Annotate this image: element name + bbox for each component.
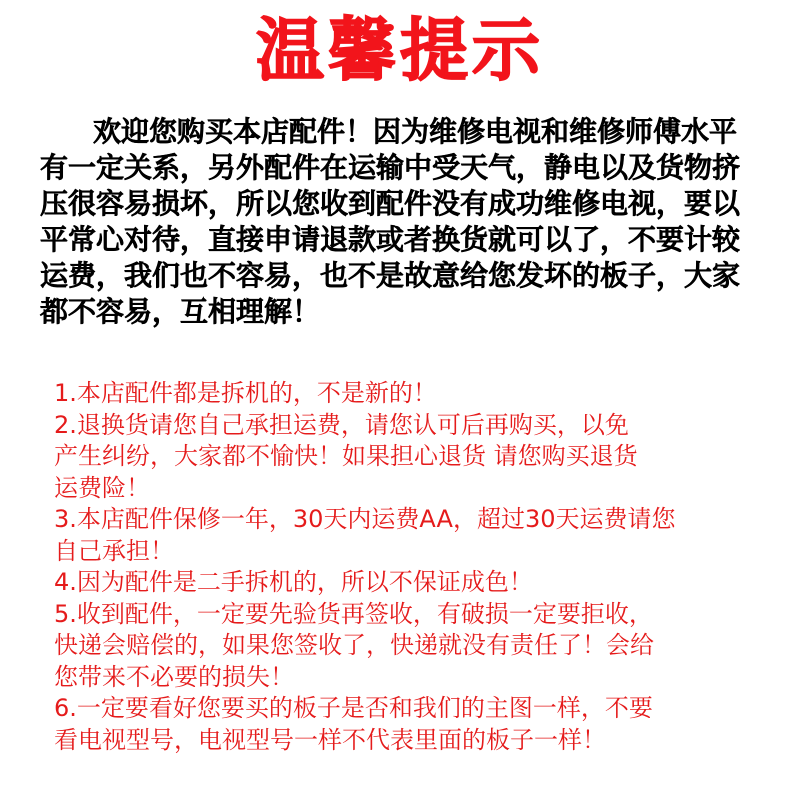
note-line: 4.因为配件是二手拆机的，所以不保证成色！ xyxy=(54,568,533,596)
intro-line: 欢迎您购买本店配件！因为维修电视和维修师傅水平 xyxy=(93,115,738,148)
intro-line: 平常心对待，直接申请退款或者换货就可以了，不要计较 xyxy=(40,223,741,256)
intro-line: 压很容易损坏，所以您收到配件没有成功维修电视，要以 xyxy=(40,187,741,220)
note-line: 运费险！ xyxy=(54,473,150,502)
note-line: 5.收到配件，一定要先验货再签收，有破损一定要拒收， xyxy=(54,599,653,628)
note-line: 您带来不必要的损失！ xyxy=(54,662,294,691)
notes-list xyxy=(54,378,774,756)
page-title: 温馨提示 xyxy=(255,12,544,91)
note-line: 6.一定要看好您要买的板子是否和我们的主图一样，不要 xyxy=(54,694,653,722)
note-line: 1.本店配件都是拆机的，不是新的！ xyxy=(54,379,437,407)
note-line: 自己承担！ xyxy=(54,536,174,565)
note-line: 看电视型号，电视型号一样不代表里面的板子一样！ xyxy=(54,725,606,754)
note-line: 快递会赔偿的，如果您签收了，快递就没有责任了！会给 xyxy=(54,631,654,659)
intro-line: 都不容易，互相理解！ xyxy=(40,295,321,328)
intro-line: 运费，我们也不容易，也不是故意给您发坏的板子，大家 xyxy=(40,259,741,292)
intro-paragraph xyxy=(40,114,760,330)
intro-line: 有一定关系，另外配件在运输中受天气，静电以及货物挤 xyxy=(40,151,741,184)
note-line: 产生纠纷，大家都不愉快！如果担心退货 请您购买退货 xyxy=(54,442,638,470)
note-line: 3.本店配件保修一年，30天内运费AA，超过30天运费请您 xyxy=(54,505,676,533)
note-line: 2.退换货请您自己承担运费，请您认可后再购买，以免 xyxy=(54,410,629,439)
